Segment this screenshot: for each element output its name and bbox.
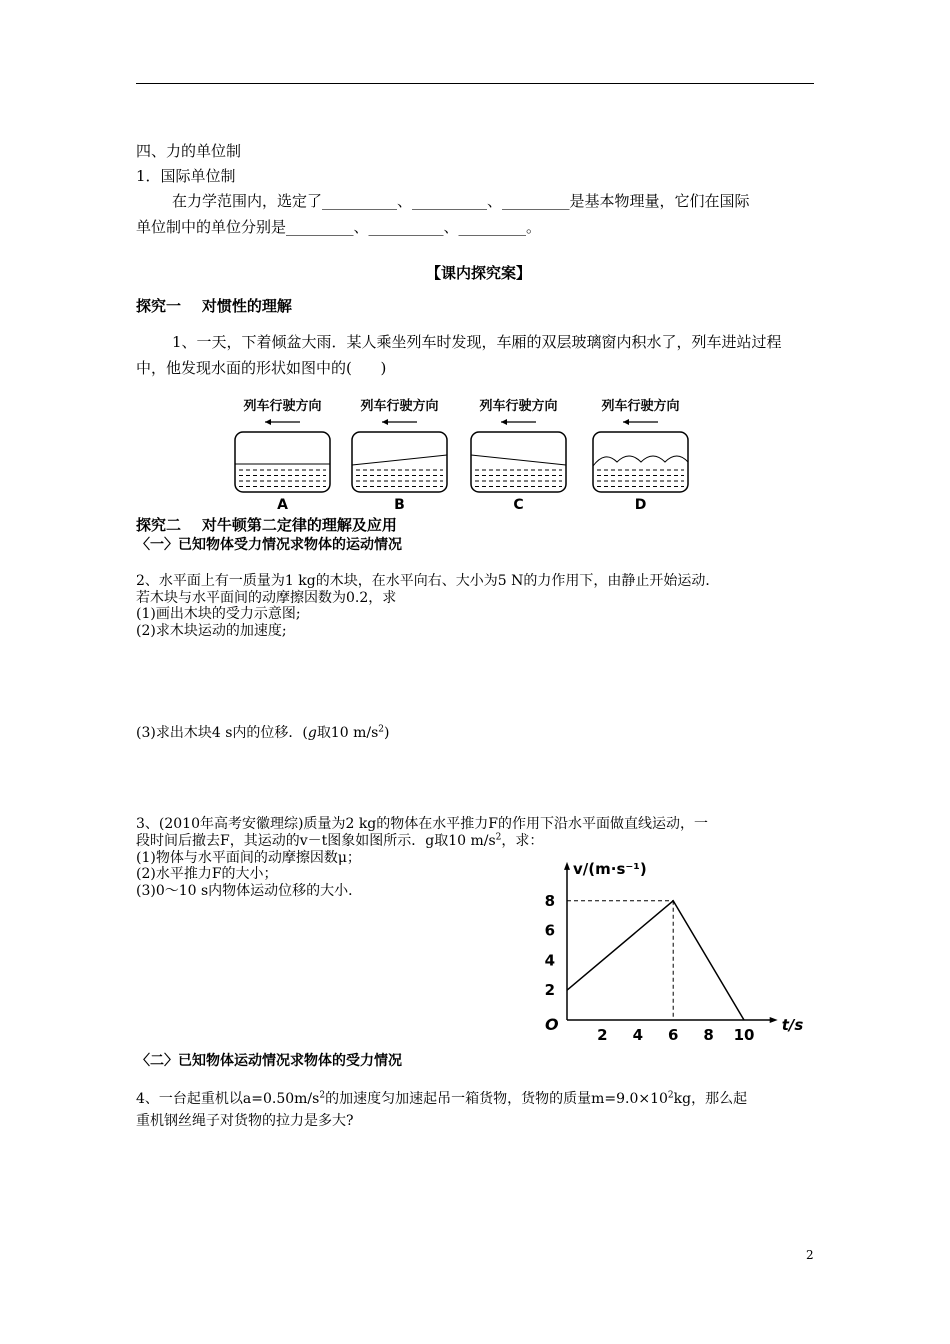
x-tick-label: 6 xyxy=(667,1026,679,1044)
y-tick-label: 4 xyxy=(544,951,555,970)
left-arrow-icon xyxy=(501,419,507,425)
window-frame xyxy=(352,432,447,492)
item-title: 1．国际单位制 xyxy=(136,167,236,185)
train-window-figure xyxy=(225,392,700,522)
option-label: A xyxy=(277,497,288,513)
x-tick-label: 4 xyxy=(632,1026,644,1044)
section-heading: 四、力的单位制 xyxy=(136,142,242,160)
x-axis-arrow xyxy=(770,1017,778,1023)
fill-in-line-1: 在力学范围内，选定了__________、__________、_________是基本物理量，它们在国际 xyxy=(172,192,750,210)
direction-label: 列车行驶方向 xyxy=(360,399,439,414)
x-tick-label: 10 xyxy=(733,1026,755,1044)
q1-line1: 1、一天，下着倾盆大雨．某人乘坐列车时发现，车厢的双层玻璃窗内积水了，列车进站过程 xyxy=(172,333,782,351)
left-arrow-icon xyxy=(382,419,388,425)
sub1-heading: 〈一〉已知物体受力情况求物体的运动情况 xyxy=(136,537,402,553)
velocity-line xyxy=(567,901,744,1020)
header-rule xyxy=(136,83,814,84)
x-tick-label: 8 xyxy=(703,1026,714,1044)
sub2-heading: 〈二〉已知物体运动情况求物体的受力情况 xyxy=(136,1053,402,1069)
q3-line2: 段时间后撤去F，其运动的v－t图象如图所示．g取10 $m/s^2$，求： xyxy=(136,832,544,849)
left-arrow-icon xyxy=(623,419,629,425)
q3-part2: (2)水平推力F的大小； xyxy=(136,866,278,882)
x-axis-label: t/s xyxy=(781,1016,804,1034)
left-arrow-icon xyxy=(265,419,271,425)
y-axis-label: v/(m·s⁻¹) xyxy=(573,860,647,878)
vt-graph xyxy=(525,852,804,1044)
part1-heading: 探究一 对惯性的理解 xyxy=(136,297,292,315)
direction-label: 列车行驶方向 xyxy=(243,399,322,414)
y-tick-label: 2 xyxy=(544,981,555,1000)
fill-in-line-2: 单位制中的单位分别是_________、__________、_________。 xyxy=(136,218,542,236)
window-frame xyxy=(471,432,566,492)
part2-heading: 探究二 对牛顿第二定律的理解及应用 xyxy=(136,516,397,534)
option-label: C xyxy=(513,497,524,513)
q2-part1: (1)画出木块的受力示意图; xyxy=(136,606,301,622)
q2-part2: (2)求木块运动的加速度; xyxy=(136,623,287,639)
y-axis-arrow xyxy=(564,862,570,870)
origin-label: O xyxy=(545,1015,559,1034)
x-tick-label: 2 xyxy=(597,1026,608,1044)
q2-part3: (3)求出木块4 s内的位移．(g取10 $m/s^2$) xyxy=(136,724,390,741)
q2-line1: 2、水平面上有一质量为1 kg的木块，在水平向右、大小为5 N的力作用下，由静止开始运动． xyxy=(136,573,720,589)
q4-line2: 重机钢丝绳子对货物的拉力是多大? xyxy=(136,1113,354,1129)
q3-part1: (1)物体与水平面间的动摩擦因数μ； xyxy=(136,850,361,866)
q1-line2: 中，他发现水面的形状如图中的( ) xyxy=(136,359,387,377)
y-tick-label: 8 xyxy=(544,891,555,910)
y-tick-label: 6 xyxy=(544,921,555,940)
explore-title: 【课内探究案】 xyxy=(426,264,532,282)
q2-line2: 若木块与水平面间的动摩擦因数为0.2，求 xyxy=(136,590,397,606)
direction-label: 列车行驶方向 xyxy=(479,399,558,414)
q3-line1: 3、(2010年高考安徽理综)质量为2 kg的物体在水平推力F的作用下沿水平面做直线运动，一 xyxy=(136,816,708,832)
option-label: D xyxy=(634,497,647,513)
q3-part3: (3)0～10 s内物体运动位移的大小． xyxy=(136,883,363,899)
option-label: B xyxy=(394,497,405,513)
window-frame xyxy=(235,432,330,492)
direction-label: 列车行驶方向 xyxy=(601,399,680,414)
q4-line1: 4、一台起重机以$a=0.50m/s^2$的加速度匀加速起吊一箱货物，货物的质量$m=9.0\times 10^2kg$，那么起 xyxy=(136,1090,748,1107)
page-number: 2 xyxy=(806,1248,814,1262)
